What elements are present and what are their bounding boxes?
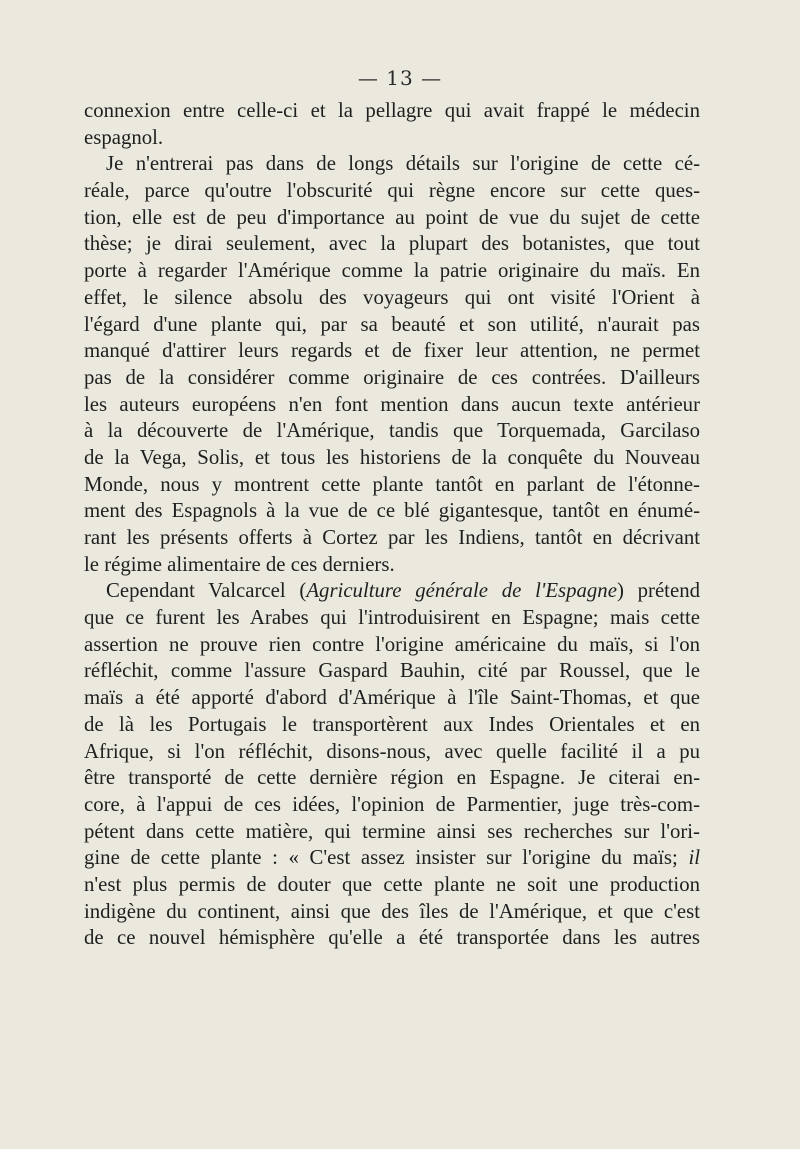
text-line: réfléchit, comme l'assure Gaspard Bauhin, cité par Roussel, que le <box>84 659 700 683</box>
text-line: thèse; je dirai seulement, avec la plupart des botanistes, que tout <box>84 232 700 256</box>
text-line: réale, parce qu'outre l'obscurité qui règne encore sur cette ques- <box>84 179 700 203</box>
text-line: Je n'entrerai pas dans de longs détails sur l'origine de cette cé- <box>106 152 700 176</box>
text-line: de la Vega, Solis, et tous les historiens de la conquête du Nouveau <box>84 445 700 469</box>
text-line: assertion ne prouve rien contre l'origine américaine du maïs, si l'on <box>84 632 700 656</box>
book-title: Agriculture générale de l'Espagne <box>306 579 617 603</box>
text-line: Monde, nous y montrent cette plante tantôt en parlant de l'étonne- <box>84 472 700 496</box>
text-line: tion, elle est de peu d'importance au point de vue du sujet de cette <box>84 205 700 229</box>
text-line: n'est plus permis de douter que cette plante ne soit une production <box>84 872 700 896</box>
text-line: ment des Espagnols à la vue de ce blé gigantesque, tantôt en énumé- <box>84 499 700 523</box>
text-line: core, à l'appui de ces idées, l'opinion de Parmentier, juge très-com- <box>84 792 700 816</box>
italic-word: il <box>688 846 700 870</box>
text-line: Afrique, si l'on réfléchit, disons-nous, avec quelle facilité il a pu <box>84 739 700 763</box>
text-line: indigène du continent, ainsi que des îles de l'Amérique, et que c'est <box>84 899 700 923</box>
text-line: être transporté de cette dernière région en Espagne. Je citerai en- <box>84 766 700 790</box>
text-line: espagnol. <box>84 125 164 149</box>
text-line: connexion entre celle-ci et la pellagre qui avait frappé le médecin <box>84 99 700 122</box>
text-line: porte à regarder l'Amérique comme la patrie originaire du maïs. En <box>84 259 700 283</box>
text-line: pétent dans cette matière, qui termine ainsi ses recherches sur l'ori- <box>84 819 700 843</box>
text-line: effet, le silence absolu des voyageurs qui ont visité l'Orient à <box>84 285 700 309</box>
text-line: que ce furent les Arabes qui l'introduisirent en Espagne; mais cette <box>84 606 700 630</box>
text-segment: gine de cette plante : « C'est assez insister sur l'origine du maïs; <box>84 846 689 870</box>
text-line <box>84 578 700 605</box>
text-line: le régime alimentaire de ces derniers. <box>84 552 395 576</box>
text-line: manqué d'attirer leurs regards et de fixer leur attention, ne permet <box>84 339 700 363</box>
text-segment: ) prétend <box>616 579 700 603</box>
text-segment: Cependant Valcarcel ( <box>106 579 307 603</box>
text-line: pas de la considérer comme originaire de ces contrées. D'ailleurs <box>84 365 700 389</box>
text-line: les auteurs européens n'en font mention dans aucun texte antérieur <box>84 392 700 416</box>
text-line: à la découverte de l'Amérique, tandis que Torquemada, Garcilaso <box>84 419 700 443</box>
text-line: de là les Portugais le transportèrent aux Indes Orientales et en <box>84 712 700 736</box>
text-line: l'égard d'une plante qui, par sa beauté et son utilité, n'aurait pas <box>84 312 700 336</box>
text-line: de ce nouvel hémisphère qu'elle a été transportée dans les autres <box>84 926 700 950</box>
text-line: rant les présents offerts à Cortez par les Indiens, tantôt en décrivant <box>84 526 700 549</box>
body-text <box>84 98 700 952</box>
page-number: — 13 — <box>357 66 443 90</box>
text-line <box>84 845 700 872</box>
text-line: maïs a été apporté d'abord d'Amérique à l'île Saint-Thomas, et que <box>84 686 700 710</box>
